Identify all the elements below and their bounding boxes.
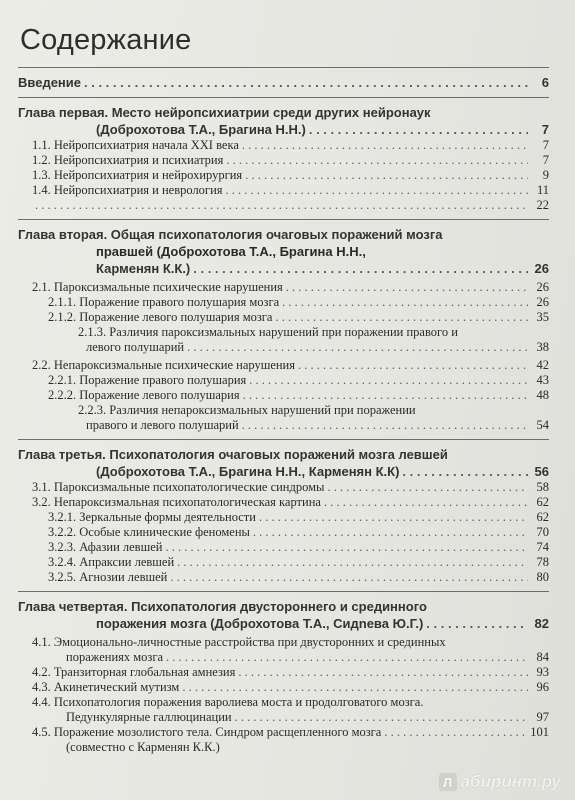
entry-text: поражениях мозга: [66, 650, 164, 664]
toc-entry-3-2-1[interactable]: [18, 510, 549, 525]
toc-entry-1-1[interactable]: [18, 138, 549, 153]
page-number: 70: [536, 525, 549, 539]
page-number: 96: [536, 680, 549, 694]
page-number: 62: [536, 510, 549, 524]
toc-entry-1-4[interactable]: [18, 183, 549, 198]
labirint-logo-icon: Л: [439, 773, 457, 791]
entry-text: 1.3. Нейропсихиатрия и нейрохирургия: [32, 168, 243, 182]
page-number: 6: [541, 75, 549, 90]
toc-entry-2-2-2[interactable]: [18, 388, 549, 403]
page-number: 93: [536, 665, 549, 679]
leader-dots: [245, 168, 528, 183]
page-title: Содержание: [20, 24, 192, 56]
toc-entry-3-2-3[interactable]: [18, 540, 549, 555]
toc-entry-4-5-line-2[interactable]: (совместно с Карменян К.К.): [66, 740, 220, 754]
toc-entry-4-5-line-1[interactable]: [18, 725, 549, 740]
leader-dots: [235, 710, 528, 725]
leader-dots: [259, 510, 528, 525]
page-number: 58: [536, 480, 549, 494]
leader-dots: [238, 665, 528, 680]
toc-entry-2-2-3-line-2[interactable]: [18, 418, 549, 433]
leader-dots: [187, 340, 528, 355]
entry-text: Глава третья. Психопатология очаговых поражений мозга левшей: [18, 447, 448, 462]
toc-entry-4-2[interactable]: [18, 665, 549, 680]
leader-dots: [426, 615, 528, 632]
chapter-1-title-line-1[interactable]: [18, 104, 549, 121]
leader-dots: [182, 680, 528, 695]
toc-entry-2-1-3-line-2[interactable]: [18, 340, 549, 355]
toc-entry-3-2-2[interactable]: [18, 525, 549, 540]
page-number: 35: [536, 310, 549, 324]
toc-entry-4-4-line-2[interactable]: [18, 710, 549, 725]
page-number: 101: [530, 725, 549, 739]
toc-entry-4-3[interactable]: [18, 680, 549, 695]
entry-text: Педункулярные галлюцинации: [66, 710, 232, 724]
leader-dots: [286, 280, 528, 295]
entry-text: 4.3. Акинетический мутизм: [32, 680, 180, 694]
page-number: 82: [534, 616, 549, 631]
page-number: 54: [536, 418, 549, 432]
leader-dots: [166, 650, 528, 665]
entry-text: Глава первая. Место нейропсихиатрии среди других нейронаук: [18, 105, 431, 120]
entry-text: 4.5. Поражение мозолистого тела. Синдром расщепленного мозга: [32, 725, 382, 739]
entry-text: 2.2. Непароксизмальные психические нарушения: [32, 358, 296, 372]
page-number: 48: [536, 388, 549, 402]
entry-text: 2.1. Пароксизмальные психические нарушения: [32, 280, 283, 294]
section-chapter-1: [18, 98, 549, 220]
toc-entry-4-1-line-1[interactable]: 4.1. Эмоционально-личностные расстройства при двусторонних и срединных: [32, 635, 446, 649]
entry-text: 4.2. Транзиторная глобальная амнезия: [32, 665, 236, 679]
page-number: 26: [534, 261, 549, 276]
page-number: 62: [536, 495, 549, 509]
entry-text: 1.4. Нейропсихиатрия и неврология: [32, 183, 223, 197]
chapter-3-title-line-1[interactable]: [18, 446, 549, 463]
toc-entry-1-2[interactable]: [18, 153, 549, 168]
entry-text: правого и левого полушарий: [86, 418, 239, 432]
entry-text: 1.2. Нейропсихиатрия и психиатрия: [32, 153, 224, 167]
section-chapter-2: [18, 220, 549, 440]
entry-text: 2.2.2. Поражение левого полушария: [48, 388, 240, 402]
page-number: 26: [536, 280, 549, 294]
entry-text: (Доброхотова Т.А., Брагина Н.Н.): [96, 122, 306, 137]
entry-text: 2.2.1. Поражение правого полушария: [48, 373, 247, 387]
toc-entry-3-2-5[interactable]: [18, 570, 549, 585]
toc-entry-intro[interactable]: [18, 74, 549, 91]
chapter-2-title-line-3[interactable]: [18, 260, 549, 277]
toc-entry-2-2-1[interactable]: [18, 373, 549, 388]
page-number: 26: [536, 295, 549, 309]
leader-dots: [402, 463, 528, 480]
entry-text: Введение: [18, 75, 81, 90]
labirint-watermark: [439, 772, 561, 792]
chapter-2-title-line-2[interactable]: правшей (Доброхотова Т.А., Брагина Н.Н.,: [96, 244, 366, 259]
leader-dots: [242, 418, 528, 433]
leader-dots: [384, 725, 527, 740]
page-number: 7: [542, 138, 549, 152]
toc-entry-3-1[interactable]: [18, 480, 549, 495]
entry-text: 1.1. Нейропсихиатрия начала XXI века: [32, 138, 239, 152]
section-chapter-4: [18, 592, 549, 761]
toc-entry-tail[interactable]: [18, 198, 549, 213]
page-number: 97: [536, 710, 549, 724]
page-number: 7: [541, 122, 549, 137]
page-number: 42: [536, 358, 549, 372]
leader-dots: [327, 480, 528, 495]
entry-text: 3.2.2. Особые клинические феномены: [48, 525, 250, 539]
toc-entry-4-4-line-1[interactable]: 4.4. Психопатология поражения варолиева моста и продолговатого мозга.: [32, 695, 424, 709]
section-intro: [18, 68, 549, 98]
page-number: 11: [536, 183, 549, 197]
leader-dots: [298, 358, 528, 373]
leader-dots: [84, 74, 528, 91]
page-number: 7: [542, 153, 549, 167]
entry-text: 3.2.4. Апраксии левшей: [48, 555, 175, 569]
toc-entry-2-1[interactable]: [18, 280, 549, 295]
chapter-1-title-line-2[interactable]: [18, 121, 549, 138]
chapter-2-title-line-1[interactable]: [18, 226, 549, 243]
page-number: 80: [536, 570, 549, 584]
leader-dots: [226, 183, 528, 198]
page-number: 84: [536, 650, 549, 664]
chapter-3-title-line-2[interactable]: [18, 463, 549, 480]
entry-text: Карменян К.К.): [96, 261, 191, 276]
leader-dots: [243, 388, 528, 403]
entry-text: 2.1.2. Поражение левого полушария мозга: [48, 310, 273, 324]
toc-entry-2-2[interactable]: [18, 358, 549, 373]
page-number: 22: [536, 198, 549, 212]
page-number: 43: [536, 373, 549, 387]
leader-dots: [35, 198, 528, 213]
watermark-text: абиринт.ру: [460, 772, 561, 791]
leader-dots: [282, 295, 528, 310]
page-number: 78: [536, 555, 549, 569]
leader-dots: [309, 121, 528, 138]
entry-text: 3.1. Пароксизмальные психопатологические синдромы: [32, 480, 325, 494]
entry-text: Глава четвертая. Психопатология двустороннего и срединного: [18, 599, 427, 614]
entry-text: 3.2.1. Зеркальные формы деятельности: [48, 510, 256, 524]
leader-dots: [170, 570, 528, 585]
toc-entry-1-3[interactable]: [18, 168, 549, 183]
leader-dots: [275, 310, 528, 325]
leader-dots: [324, 495, 528, 510]
toc-entry-2-1-1[interactable]: [18, 295, 549, 310]
entry-text: 2.1.1. Поражение правого полушария мозга: [48, 295, 280, 309]
entry-text: 3.2. Непароксизмальная психопатологическая картина: [32, 495, 321, 509]
toc-entry-2-1-2[interactable]: [18, 310, 549, 325]
page-number: 38: [536, 340, 549, 354]
leader-dots: [177, 555, 528, 570]
page-number: 56: [534, 464, 549, 479]
toc-entry-2-2-3-line-1[interactable]: 2.2.3. Различия непароксизмальных нарушений при поражении: [78, 403, 416, 417]
toc-entry-3-2[interactable]: [18, 495, 549, 510]
entry-text: Глава вторая. Общая психопатология очаговых поражений мозга: [18, 227, 443, 242]
entry-text: левого полушарий: [86, 340, 185, 354]
leader-dots: [226, 153, 528, 168]
chapter-4-title-line-2[interactable]: [18, 615, 549, 632]
toc-entry-2-1-3-line-1[interactable]: 2.1.3. Различия пароксизмальных нарушений при поражении правого и: [78, 325, 458, 339]
entry-text: 3.2.5. Агнозии левшей: [48, 570, 168, 584]
toc-entry-3-2-4[interactable]: [18, 555, 549, 570]
entry-text: (Доброхотова Т.А., Брагина Н.Н., Карменян К.К): [96, 464, 400, 479]
page-number: 9: [542, 168, 549, 182]
entry-text: 3.2.3. Афазии левшей: [48, 540, 163, 554]
section-chapter-3: [18, 440, 549, 592]
page-number: 74: [536, 540, 549, 554]
leader-dots: [165, 540, 528, 555]
leader-dots: [242, 138, 528, 153]
chapter-4-title-line-1[interactable]: [18, 598, 549, 615]
toc-entry-4-1-line-2[interactable]: [18, 650, 549, 665]
leader-dots: [253, 525, 528, 540]
leader-dots: [249, 373, 528, 388]
entry-text: поражения мозга (Доброхотова Т.А., Сидneва Ю.Г.): [96, 616, 424, 631]
leader-dots: [193, 260, 528, 277]
